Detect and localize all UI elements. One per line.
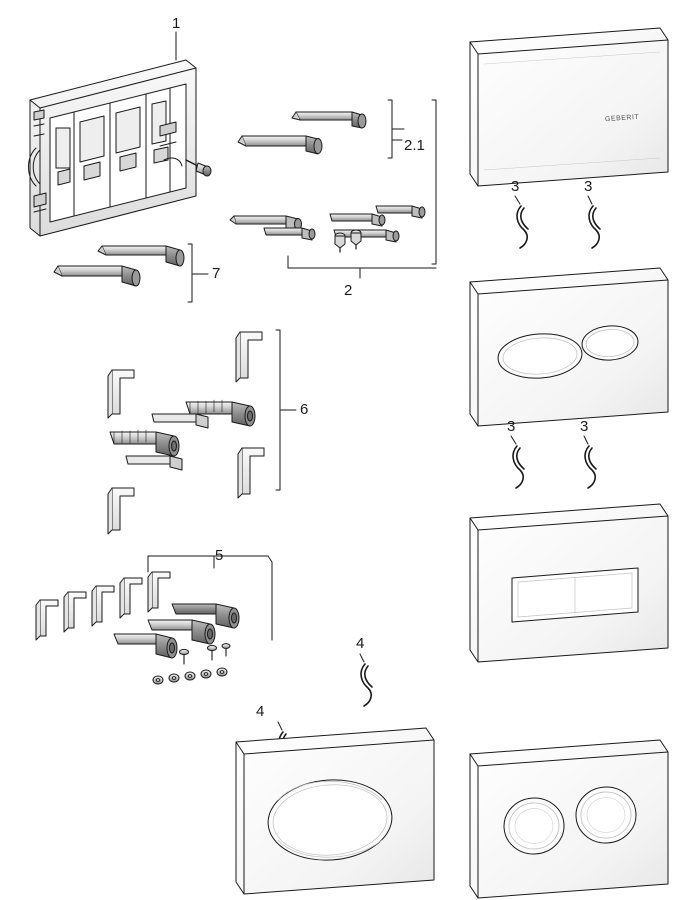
callout-3-c: 3 [507, 418, 516, 435]
part-7-rod-pair-short [54, 244, 208, 302]
callout-3-d: 3 [580, 418, 589, 435]
screw-set-small [180, 644, 231, 664]
part-3-clip-right-lower [584, 436, 596, 488]
callout-1: 1 [172, 15, 181, 32]
plate-blank-top-right [470, 28, 668, 186]
callout-4-b: 4 [256, 703, 265, 720]
plate-dual-ring-buttons [470, 740, 668, 898]
screw-small-b [351, 230, 361, 249]
callout-3-a: 3 [511, 178, 520, 195]
part-5-bracket-screw-set [36, 556, 272, 684]
brand-logo-text: GEBERIT [604, 113, 640, 124]
screw-small-a [335, 233, 345, 252]
callout-7: 7 [212, 265, 221, 282]
washer-row [153, 668, 227, 684]
callout-4-a: 4 [356, 635, 365, 652]
callout-6: 6 [300, 401, 309, 418]
part-6-bracket-bolt-set [108, 330, 296, 534]
part-4-clip-right [360, 654, 372, 706]
part-3-clip-left-lower [511, 436, 524, 488]
part-2-rod-set [230, 100, 436, 278]
part-2-1-rod-pair [238, 100, 404, 158]
callout-5: 5 [215, 547, 224, 564]
callout-2: 2 [344, 282, 353, 299]
plate-single-large-oval [236, 728, 434, 894]
plate-dual-oval-buttons [470, 268, 668, 426]
callout-2-1: 2.1 [404, 137, 425, 154]
part-3-clip-right-upper [588, 196, 600, 248]
part-1-mounting-frame [29, 32, 212, 236]
callout-3-b: 3 [584, 178, 593, 195]
plate-dual-rectangle-buttons [470, 504, 668, 662]
part-3-clip-left-upper [515, 196, 528, 248]
